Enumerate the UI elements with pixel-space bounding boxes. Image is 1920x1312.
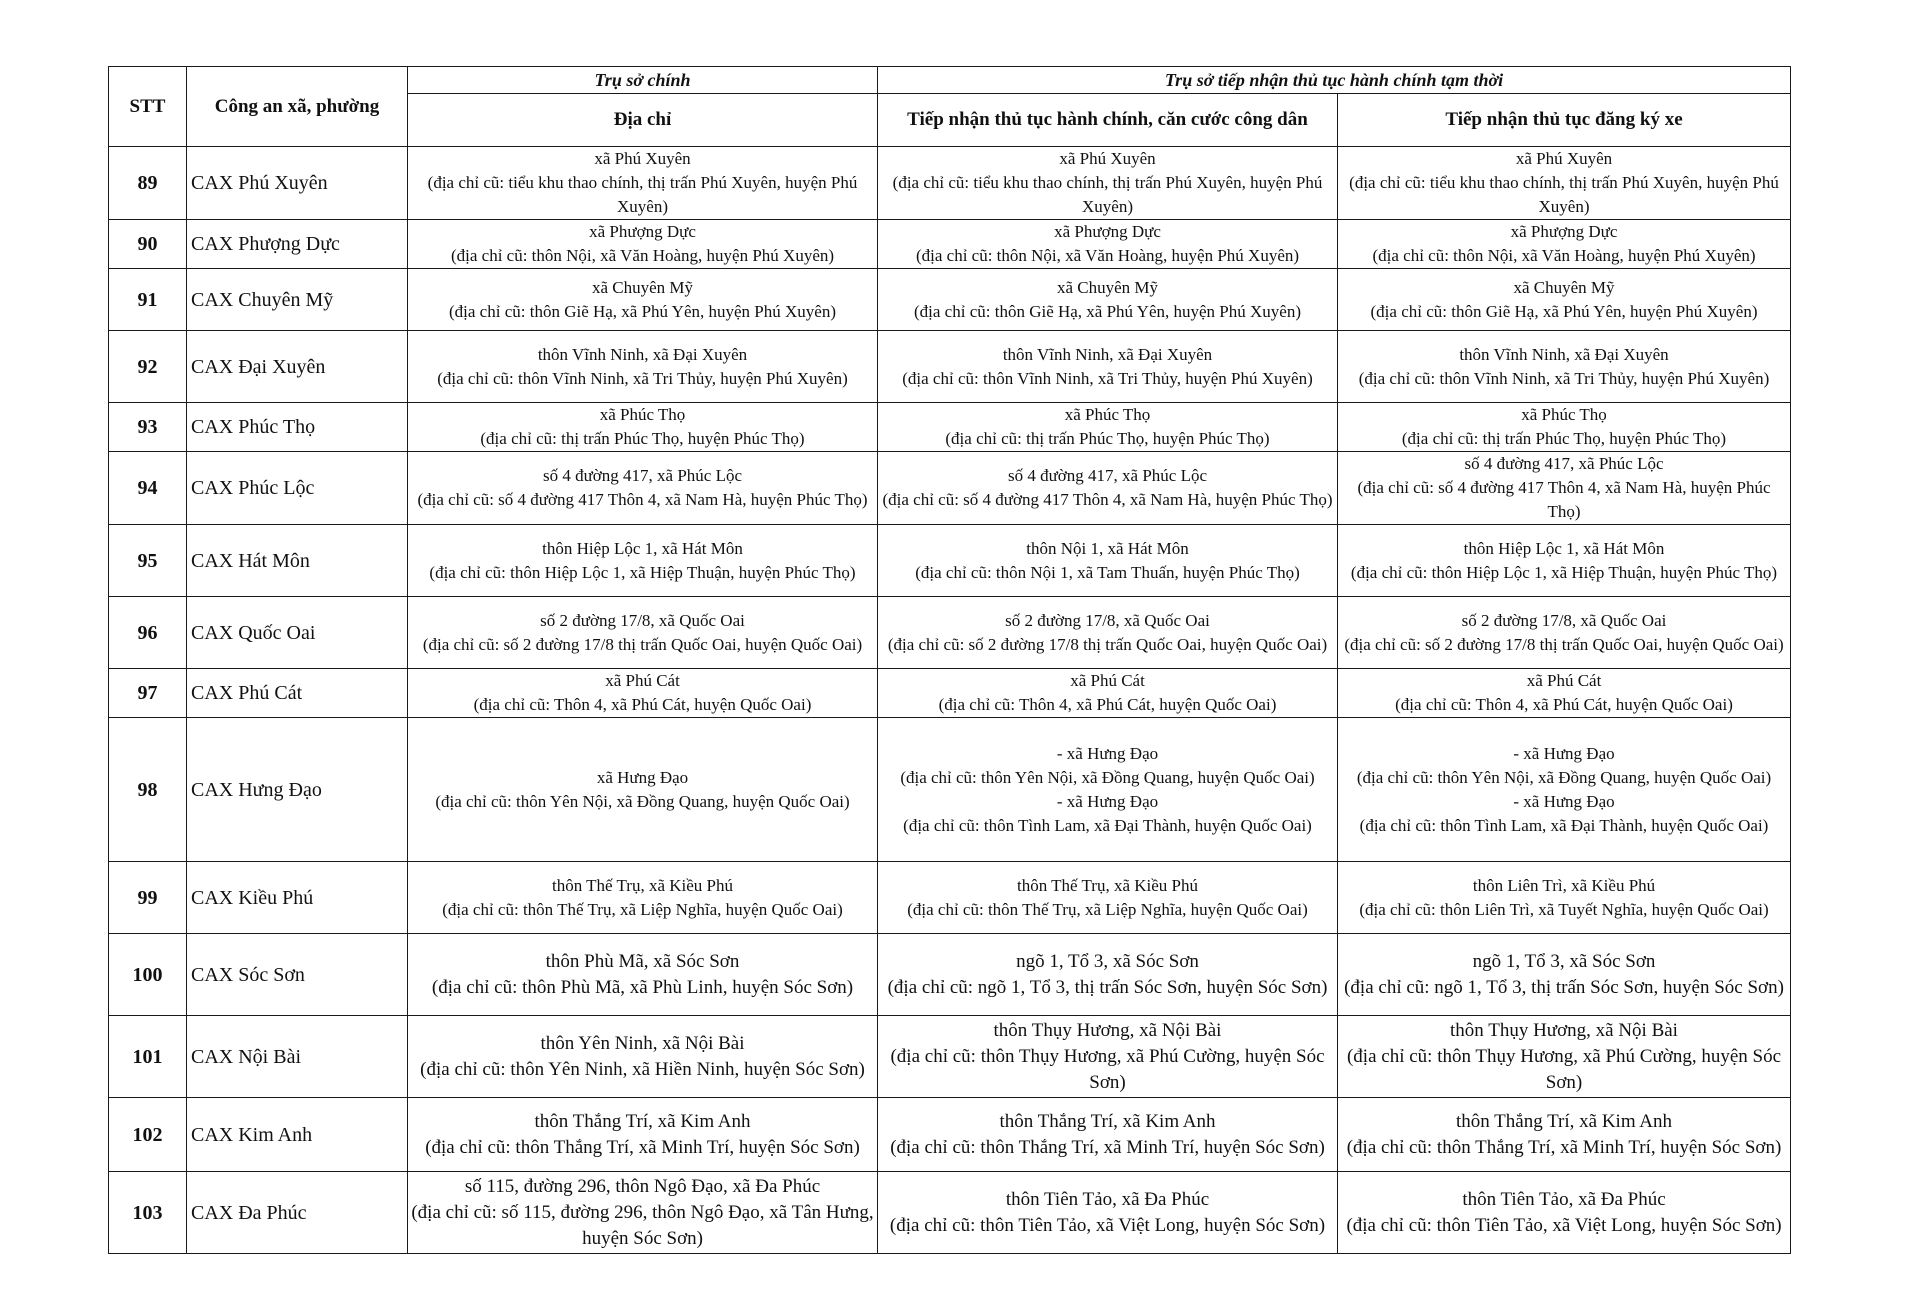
old-address-line: (địa chỉ cũ: thôn Tình Lam, xã Đại Thành, huyện Quốc Oai)	[903, 815, 1312, 835]
header-main-office: Trụ sở chính	[408, 67, 878, 94]
address-line: số 4 đường 417, xã Phúc Lộc	[1007, 466, 1208, 485]
header-address: Địa chỉ	[408, 94, 878, 147]
old-address-line: (địa chỉ cũ: ngõ 1, Tổ 3, thị trấn Sóc Sơn, huyện Sóc Sơn)	[887, 976, 1328, 998]
row-vehicle-address	[1338, 718, 1791, 862]
address-line: xã Phú Cát	[1526, 671, 1602, 690]
address-line: thôn Thắng Trí, xã Kim Anh	[534, 1110, 751, 1132]
old-address-line: (địa chỉ cũ: thôn Hiệp Lộc 1, xã Hiệp Thuận, huyện Phúc Thọ)	[429, 562, 856, 582]
table-row	[109, 147, 1791, 220]
row-vehicle-address	[1338, 669, 1791, 718]
row-unit-name: CAX Phú Xuyên	[187, 147, 408, 220]
row-unit-name: CAX Kim Anh	[187, 1098, 408, 1172]
table-row	[109, 718, 1791, 862]
row-stt: 92	[109, 331, 187, 403]
row-unit-name: CAX Kiều Phú	[187, 862, 408, 934]
row-main-address	[408, 403, 878, 452]
old-address-line: (địa chỉ cũ: thôn Giẽ Hạ, xã Phú Yên, huyện Phú Xuyên)	[449, 301, 836, 321]
row-admin-address	[878, 1098, 1338, 1172]
row-vehicle-address	[1338, 525, 1791, 597]
row-unit-name: CAX Phượng Dực	[187, 220, 408, 269]
old-address-line: (địa chỉ cũ: thôn Vĩnh Ninh, xã Tri Thủy, huyện Phú Xuyên)	[437, 368, 848, 388]
row-admin-address	[878, 452, 1338, 525]
row-admin-address	[878, 669, 1338, 718]
row-vehicle-address	[1338, 597, 1791, 669]
address-line: thôn Thụy Hương, xã Nội Bài	[1450, 1019, 1678, 1041]
address-line: thôn Tiên Tảo, xã Đa Phúc	[1005, 1188, 1210, 1210]
address-line: xã Phú Xuyên	[1059, 149, 1156, 168]
row-main-address	[408, 220, 878, 269]
row-unit-name: CAX Sóc Sơn	[187, 934, 408, 1016]
address-line: xã Phúc Thọ	[599, 405, 686, 424]
row-stt: 100	[109, 934, 187, 1016]
old-address-line: (địa chỉ cũ: ngõ 1, Tổ 3, thị trấn Sóc Sơn, huyện Sóc Sơn)	[1344, 976, 1784, 998]
row-admin-address	[878, 403, 1338, 452]
address-line: thôn Thắng Trí, xã Kim Anh	[999, 1110, 1216, 1132]
row-unit-name: CAX Phúc Lộc	[187, 452, 408, 525]
row-stt: 101	[109, 1016, 187, 1098]
address-line: xã Phú Xuyên	[594, 149, 691, 168]
row-unit-name: CAX Quốc Oai	[187, 597, 408, 669]
table-row	[109, 525, 1791, 597]
row-unit-name: CAX Phú Cát	[187, 669, 408, 718]
row-vehicle-address	[1338, 934, 1791, 1016]
address-line: xã Chuyên Mỹ	[1056, 277, 1159, 297]
row-admin-address	[878, 147, 1338, 220]
old-address-line: (địa chỉ cũ: thị trấn Phúc Thọ, huyện Phúc Thọ)	[480, 429, 805, 448]
row-stt: 95	[109, 525, 187, 597]
address-line: thôn Phù Mã, xã Sóc Sơn	[545, 950, 740, 972]
table-row	[109, 452, 1791, 525]
row-admin-address	[878, 1016, 1338, 1098]
row-admin-address	[878, 1172, 1338, 1254]
table-row	[109, 331, 1791, 403]
row-unit-name: CAX Hát Môn	[187, 525, 408, 597]
row-unit-name: CAX Hưng Đạo	[187, 718, 408, 862]
table-row	[109, 269, 1791, 331]
address-line: xã Phúc Thọ	[1521, 405, 1607, 424]
old-address-line: (địa chỉ cũ: thôn Yên Ninh, xã Hiền Ninh, huyện Sóc Sơn)	[420, 1058, 865, 1080]
row-main-address	[408, 1016, 878, 1098]
address-line: xã Phú Cát	[1070, 671, 1145, 690]
row-main-address	[408, 718, 878, 862]
address-line: số 115, đường 296, thôn Ngô Đạo, xã Đa Phúc	[464, 1175, 821, 1197]
row-main-address	[408, 269, 878, 331]
row-vehicle-address	[1338, 1016, 1791, 1098]
row-admin-address	[878, 934, 1338, 1016]
row-stt: 93	[109, 403, 187, 452]
address-line: xã Phúc Thọ	[1064, 405, 1151, 424]
old-address-line: (địa chỉ cũ: thôn Tình Lam, xã Đại Thành, huyện Quốc Oai)	[1359, 815, 1769, 835]
old-address-line: (địa chỉ cũ: thôn Thắng Trí, xã Minh Trí, huyện Sóc Sơn)	[425, 1136, 860, 1158]
header-unit: Công an xã, phường	[187, 67, 408, 147]
address-line: thôn Hiệp Lộc 1, xã Hát Môn	[542, 538, 743, 558]
row-stt: 97	[109, 669, 187, 718]
old-address-line: (địa chỉ cũ: thôn Yên Nội, xã Đồng Quang, huyện Quốc Oai)	[900, 767, 1315, 787]
old-address-line: (địa chỉ cũ: tiểu khu thao chính, thị trấn Phú Xuyên, huyện Phú Xuyên)	[427, 173, 858, 216]
table-body	[109, 147, 1791, 1254]
old-address-line: (địa chỉ cũ: thôn Nội, xã Văn Hoàng, huyện Phú Xuyên)	[450, 246, 835, 265]
row-vehicle-address	[1338, 452, 1791, 525]
row-stt: 90	[109, 220, 187, 269]
address-line: thôn Hiệp Lộc 1, xã Hát Môn	[1463, 538, 1665, 558]
address-line: xã Phú Cát	[605, 671, 680, 690]
table-row	[109, 403, 1791, 452]
old-address-line: (địa chỉ cũ: số 2 đường 17/8 thị trấn Quốc Oai, huyện Quốc Oai)	[1344, 634, 1784, 654]
row-admin-address	[878, 331, 1338, 403]
address-line: xã Phượng Dực	[589, 222, 696, 241]
old-address-line: (địa chỉ cũ: số 115, đường 296, thôn Ngô Đạo, xã Tân Hưng, huyện Sóc Sơn)	[411, 1201, 874, 1249]
old-address-line: (địa chỉ cũ: thôn Tiên Tảo, xã Việt Long, huyện Sóc Sơn)	[889, 1214, 1326, 1236]
old-address-line: (địa chỉ cũ: thôn Thế Trụ, xã Liệp Nghĩa, huyện Quốc Oai)	[907, 899, 1308, 919]
row-main-address	[408, 525, 878, 597]
old-address-line: (địa chỉ cũ: thôn Giẽ Hạ, xã Phú Yên, huyện Phú Xuyên)	[1370, 301, 1758, 321]
row-unit-name: CAX Đại Xuyên	[187, 331, 408, 403]
row-main-address	[408, 1172, 878, 1254]
row-admin-address	[878, 718, 1338, 862]
row-vehicle-address	[1338, 1098, 1791, 1172]
old-address-line: (địa chỉ cũ: thị trấn Phúc Thọ, huyện Phúc Thọ)	[945, 429, 1270, 448]
row-main-address	[408, 147, 878, 220]
address-line: thôn Vĩnh Ninh, xã Đại Xuyên	[537, 344, 748, 364]
row-stt: 89	[109, 147, 187, 220]
address-line: xã Phượng Dực	[1510, 222, 1618, 241]
row-main-address	[408, 597, 878, 669]
header-vehicle: Tiếp nhận thủ tục đăng ký xe	[1338, 94, 1791, 147]
address-line: số 4 đường 417, xã Phúc Lộc	[1464, 454, 1664, 473]
row-stt: 91	[109, 269, 187, 331]
old-address-line: (địa chỉ cũ: thôn Nội 1, xã Tam Thuấn, huyện Phúc Thọ)	[915, 562, 1300, 582]
old-address-line: (địa chỉ cũ: Thôn 4, xã Phú Cát, huyện Quốc Oai)	[1395, 695, 1733, 714]
old-address-line: (địa chỉ cũ: thôn Vĩnh Ninh, xã Tri Thủy, huyện Phú Xuyên)	[1358, 368, 1770, 388]
old-address-line: (địa chỉ cũ: Thôn 4, xã Phú Cát, huyện Quốc Oai)	[473, 695, 812, 714]
old-address-line: (địa chỉ cũ: thôn Thụy Hương, xã Phú Cường, huyện Sóc Sơn)	[1346, 1045, 1782, 1093]
old-address-line: (địa chỉ cũ: thôn Phù Mã, xã Phù Linh, huyện Sóc Sơn)	[431, 976, 854, 998]
address-line: thôn Yên Ninh, xã Nội Bài	[540, 1032, 745, 1054]
row-unit-name: CAX Nội Bài	[187, 1016, 408, 1098]
address-line: thôn Thụy Hương, xã Nội Bài	[993, 1019, 1222, 1041]
row-stt: 96	[109, 597, 187, 669]
row-unit-name: CAX Chuyên Mỹ	[187, 269, 408, 331]
row-vehicle-address	[1338, 331, 1791, 403]
old-address-line: (địa chỉ cũ: thôn Nội, xã Văn Hoàng, huyện Phú Xuyên)	[915, 246, 1300, 265]
address-line: số 2 đường 17/8, xã Quốc Oai	[1461, 610, 1667, 630]
address-line: xã Phượng Dực	[1054, 222, 1161, 241]
row-main-address	[408, 862, 878, 934]
address-line: - xã Hưng Đạo	[1056, 743, 1159, 763]
header-temp-office: Trụ sở tiếp nhận thủ tục hành chính tạm thời	[878, 67, 1791, 94]
row-stt: 99	[109, 862, 187, 934]
header-admin-id: Tiếp nhận thủ tục hành chính, căn cước công dân	[878, 94, 1338, 147]
address-line: số 2 đường 17/8, xã Quốc Oai	[540, 610, 745, 630]
old-address-line: (địa chỉ cũ: thôn Tiên Tảo, xã Việt Long, huyện Sóc Sơn)	[1346, 1214, 1782, 1236]
table-row	[109, 1016, 1791, 1098]
table-row	[109, 862, 1791, 934]
address-line: thôn Nội 1, xã Hát Môn	[1026, 538, 1189, 558]
address-line: xã Phú Xuyên	[1515, 149, 1613, 168]
row-stt: 98	[109, 718, 187, 862]
address-line: thôn Thế Trụ, xã Kiều Phú	[1016, 875, 1199, 895]
address-line: xã Chuyên Mỹ	[1513, 277, 1615, 297]
address-line: - xã Hưng Đạo	[1513, 791, 1615, 811]
row-vehicle-address	[1338, 403, 1791, 452]
table-row	[109, 1172, 1791, 1254]
row-stt: 103	[109, 1172, 187, 1254]
row-main-address	[408, 452, 878, 525]
document-page	[108, 66, 1790, 1254]
address-line: thôn Vĩnh Ninh, xã Đại Xuyên	[1459, 344, 1669, 364]
address-line: ngõ 1, Tổ 3, xã Sóc Sơn	[1472, 950, 1656, 972]
address-line: thôn Tiên Tảo, xã Đa Phúc	[1462, 1188, 1666, 1210]
row-vehicle-address	[1338, 147, 1791, 220]
old-address-line: (địa chỉ cũ: số 4 đường 417 Thôn 4, xã Nam Hà, huyện Phúc Thọ)	[417, 490, 868, 509]
table-row	[109, 1098, 1791, 1172]
address-line: số 4 đường 417, xã Phúc Lộc	[542, 466, 743, 485]
row-vehicle-address	[1338, 862, 1791, 934]
table-row	[109, 669, 1791, 718]
address-line: thôn Vĩnh Ninh, xã Đại Xuyên	[1002, 344, 1213, 364]
old-address-line: (địa chỉ cũ: thôn Hiệp Lộc 1, xã Hiệp Thuận, huyện Phúc Thọ)	[1350, 562, 1778, 582]
old-address-line: (địa chỉ cũ: thôn Nội, xã Văn Hoàng, huyện Phú Xuyên)	[1372, 246, 1756, 265]
header-stt: STT	[109, 67, 187, 147]
address-line: xã Hưng Đạo	[596, 767, 689, 787]
address-line: thôn Thắng Trí, xã Kim Anh	[1455, 1110, 1673, 1132]
old-address-line: (địa chỉ cũ: thôn Yên Nội, xã Đồng Quang, huyện Quốc Oai)	[435, 791, 850, 811]
address-line: số 2 đường 17/8, xã Quốc Oai	[1005, 610, 1210, 630]
row-unit-name: CAX Phúc Thọ	[187, 403, 408, 452]
row-admin-address	[878, 220, 1338, 269]
address-line: ngõ 1, Tổ 3, xã Sóc Sơn	[1016, 950, 1199, 972]
police-office-table	[108, 66, 1791, 1254]
table-row	[109, 220, 1791, 269]
row-admin-address	[878, 597, 1338, 669]
row-main-address	[408, 1098, 878, 1172]
row-stt: 102	[109, 1098, 187, 1172]
address-line: xã Chuyên Mỹ	[591, 277, 694, 297]
row-main-address	[408, 669, 878, 718]
old-address-line: (địa chỉ cũ: thôn Giẽ Hạ, xã Phú Yên, huyện Phú Xuyên)	[914, 301, 1301, 321]
old-address-line: (địa chỉ cũ: số 4 đường 417 Thôn 4, xã Nam Hà, huyện Phúc Thọ)	[882, 490, 1333, 509]
old-address-line: (địa chỉ cũ: thôn Thắng Trí, xã Minh Trí, huyện Sóc Sơn)	[890, 1136, 1325, 1158]
row-vehicle-address	[1338, 1172, 1791, 1254]
row-admin-address	[878, 269, 1338, 331]
row-stt: 94	[109, 452, 187, 525]
row-main-address	[408, 331, 878, 403]
old-address-line: (địa chỉ cũ: số 2 đường 17/8 thị trấn Quốc Oai, huyện Quốc Oai)	[422, 634, 863, 654]
address-line: thôn Liên Trì, xã Kiều Phú	[1472, 875, 1656, 895]
old-address-line: (địa chỉ cũ: tiểu khu thao chính, thị trấn Phú Xuyên, huyện Phú Xuyên)	[892, 173, 1323, 216]
address-line: - xã Hưng Đạo	[1056, 791, 1159, 811]
old-address-line: (địa chỉ cũ: số 4 đường 417 Thôn 4, xã Nam Hà, huyện Phúc Thọ)	[1357, 478, 1771, 521]
row-vehicle-address	[1338, 220, 1791, 269]
old-address-line: (địa chỉ cũ: thị trấn Phúc Thọ, huyện Phúc Thọ)	[1401, 429, 1727, 448]
row-vehicle-address	[1338, 269, 1791, 331]
old-address-line: (địa chỉ cũ: số 2 đường 17/8 thị trấn Quốc Oai, huyện Quốc Oai)	[887, 634, 1328, 654]
row-main-address	[408, 934, 878, 1016]
old-address-line: (địa chỉ cũ: Thôn 4, xã Phú Cát, huyện Quốc Oai)	[938, 695, 1277, 714]
table-row	[109, 597, 1791, 669]
old-address-line: (địa chỉ cũ: thôn Vĩnh Ninh, xã Tri Thủy, huyện Phú Xuyên)	[902, 368, 1313, 388]
address-line: thôn Thế Trụ, xã Kiều Phú	[551, 875, 734, 895]
old-address-line: (địa chỉ cũ: thôn Thế Trụ, xã Liệp Nghĩa, huyện Quốc Oai)	[442, 899, 843, 919]
row-admin-address	[878, 862, 1338, 934]
old-address-line: (địa chỉ cũ: thôn Thụy Hương, xã Phú Cường, huyện Sóc Sơn)	[890, 1045, 1325, 1093]
address-line: - xã Hưng Đạo	[1513, 743, 1615, 763]
old-address-line: (địa chỉ cũ: tiểu khu thao chính, thị trấn Phú Xuyên, huyện Phú Xuyên)	[1349, 173, 1779, 216]
table-row	[109, 934, 1791, 1016]
old-address-line: (địa chỉ cũ: thôn Yên Nội, xã Đồng Quang, huyện Quốc Oai)	[1356, 767, 1772, 787]
old-address-line: (địa chỉ cũ: thôn Thắng Trí, xã Minh Trí, huyện Sóc Sơn)	[1346, 1136, 1782, 1158]
row-unit-name: CAX Đa Phúc	[187, 1172, 408, 1254]
old-address-line: (địa chỉ cũ: thôn Liên Trì, xã Tuyết Nghĩa, huyện Quốc Oai)	[1359, 899, 1769, 919]
row-admin-address	[878, 525, 1338, 597]
